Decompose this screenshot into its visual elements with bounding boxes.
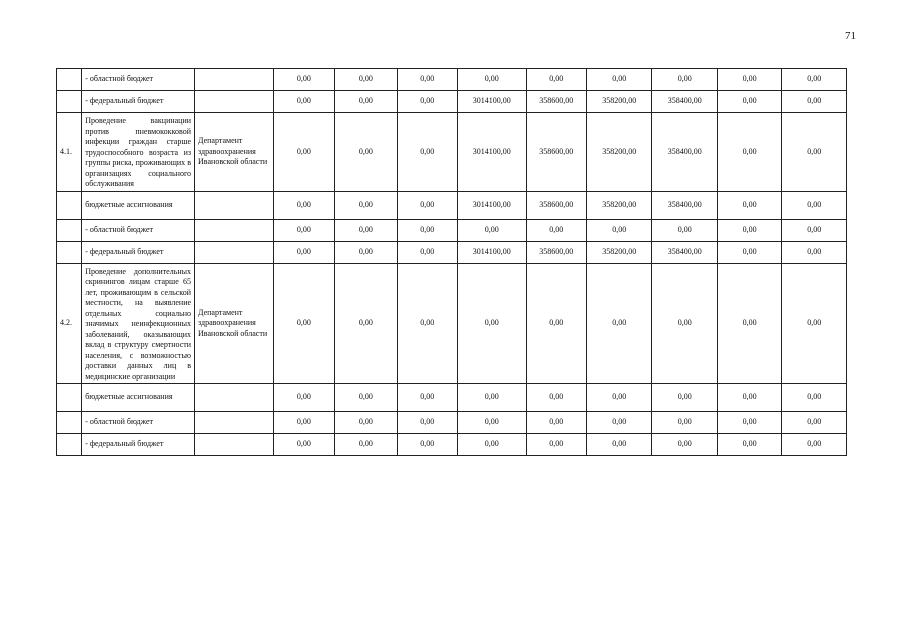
table-row [57, 191, 847, 219]
cell-amount: 3014100,00 [458, 113, 527, 192]
cell-amount: 0,00 [335, 241, 397, 263]
cell-amount: 3014100,00 [458, 241, 527, 263]
cell-item-name: - федеральный бюджет [82, 91, 195, 113]
cell-amount: 358600,00 [526, 91, 586, 113]
cell-amount: 0,00 [717, 219, 781, 241]
cell-amount: 0,00 [273, 113, 334, 192]
cell-amount: 0,00 [526, 434, 586, 456]
cell-amount: 0,00 [458, 412, 527, 434]
cell-amount: 0,00 [397, 91, 457, 113]
cell-amount: 0,00 [586, 219, 651, 241]
cell-item-number [57, 241, 82, 263]
cell-amount: 0,00 [335, 434, 397, 456]
cell-amount: 0,00 [586, 263, 651, 384]
cell-executor: Департамент здравоохранения Ивановской области [195, 263, 274, 384]
table-row [57, 412, 847, 434]
cell-amount: 358600,00 [526, 241, 586, 263]
cell-amount: 0,00 [717, 412, 781, 434]
cell-item-name: - федеральный бюджет [82, 241, 195, 263]
cell-amount: 0,00 [782, 91, 847, 113]
table-row [57, 263, 847, 384]
cell-amount: 0,00 [717, 384, 781, 412]
cell-amount: 0,00 [586, 434, 651, 456]
cell-amount: 0,00 [586, 384, 651, 412]
cell-amount: 0,00 [335, 113, 397, 192]
cell-amount: 0,00 [586, 412, 651, 434]
cell-amount: 0,00 [782, 384, 847, 412]
cell-amount: 0,00 [717, 434, 781, 456]
cell-amount: 0,00 [526, 263, 586, 384]
cell-amount: 358600,00 [526, 191, 586, 219]
cell-executor [195, 412, 274, 434]
cell-amount: 0,00 [273, 263, 334, 384]
cell-executor [195, 384, 274, 412]
cell-amount: 0,00 [458, 69, 527, 91]
cell-amount: 358400,00 [652, 113, 717, 192]
cell-amount: 0,00 [782, 263, 847, 384]
cell-amount: 0,00 [397, 263, 457, 384]
cell-amount: 0,00 [717, 91, 781, 113]
cell-amount: 0,00 [782, 434, 847, 456]
cell-executor [195, 219, 274, 241]
cell-item-number [57, 412, 82, 434]
cell-item-number [57, 434, 82, 456]
cell-amount: 0,00 [335, 219, 397, 241]
cell-amount: 0,00 [782, 113, 847, 192]
table-row [57, 384, 847, 412]
cell-amount: 0,00 [652, 69, 717, 91]
page-number: 71 [845, 30, 856, 42]
cell-item-number [57, 384, 82, 412]
cell-item-number [57, 69, 82, 91]
cell-amount: 0,00 [458, 219, 527, 241]
cell-executor: Департамент здравоохранения Ивановской области [195, 113, 274, 192]
cell-item-name: бюджетные ассигнования [82, 384, 195, 412]
cell-amount: 0,00 [397, 412, 457, 434]
cell-amount: 0,00 [782, 241, 847, 263]
cell-amount: 0,00 [782, 69, 847, 91]
cell-executor [195, 434, 274, 456]
cell-amount: 0,00 [652, 384, 717, 412]
cell-amount: 0,00 [526, 69, 586, 91]
cell-item-name: - областной бюджет [82, 412, 195, 434]
cell-amount: 0,00 [458, 384, 527, 412]
cell-amount: 358200,00 [586, 113, 651, 192]
cell-amount: 0,00 [273, 412, 334, 434]
cell-amount: 0,00 [397, 191, 457, 219]
cell-amount: 358200,00 [586, 91, 651, 113]
cell-item-number [57, 219, 82, 241]
cell-amount: 0,00 [586, 69, 651, 91]
cell-amount: 0,00 [717, 69, 781, 91]
cell-executor [195, 191, 274, 219]
cell-amount: 3014100,00 [458, 191, 527, 219]
cell-item-number: 4.2. [57, 263, 82, 384]
cell-amount: 0,00 [458, 263, 527, 384]
cell-amount: 0,00 [782, 191, 847, 219]
cell-amount: 0,00 [397, 113, 457, 192]
cell-amount: 0,00 [652, 412, 717, 434]
cell-amount: 0,00 [335, 263, 397, 384]
cell-item-number [57, 191, 82, 219]
table-row [57, 434, 847, 456]
cell-amount: 0,00 [397, 241, 457, 263]
cell-amount: 0,00 [782, 219, 847, 241]
cell-item-name: Проведение вакцинации против пневмококковой инфекции граждан старше трудоспособного возраста из группы риска, проживающих в организациях социального обслуживания [82, 113, 195, 192]
cell-amount: 0,00 [526, 384, 586, 412]
cell-item-name: Проведение дополнительных скринингов лицам старше 65 лет, проживающим в сельской местности, на выявление отдельных социально значимых неинфекционных заболеваний, оказывающих вклад в структуру смертности населения, с возможностью доставки данных лиц в медицинские организации [82, 263, 195, 384]
cell-amount: 0,00 [335, 412, 397, 434]
budget-table [56, 68, 847, 456]
cell-item-name: - областной бюджет [82, 69, 195, 91]
cell-amount: 0,00 [782, 412, 847, 434]
cell-amount: 0,00 [717, 191, 781, 219]
cell-amount: 0,00 [335, 191, 397, 219]
cell-item-number: 4.1. [57, 113, 82, 192]
cell-item-name: - областной бюджет [82, 219, 195, 241]
cell-amount: 0,00 [273, 69, 334, 91]
cell-amount: 0,00 [717, 241, 781, 263]
cell-executor [195, 69, 274, 91]
cell-amount: 358600,00 [526, 113, 586, 192]
cell-amount: 0,00 [397, 434, 457, 456]
cell-amount: 0,00 [335, 384, 397, 412]
table-row [57, 219, 847, 241]
cell-amount: 0,00 [397, 384, 457, 412]
cell-executor [195, 91, 274, 113]
cell-amount: 0,00 [652, 219, 717, 241]
cell-amount: 0,00 [717, 113, 781, 192]
cell-amount: 0,00 [397, 69, 457, 91]
cell-amount: 358400,00 [652, 241, 717, 263]
cell-amount: 0,00 [335, 69, 397, 91]
cell-amount: 3014100,00 [458, 91, 527, 113]
cell-amount: 0,00 [526, 412, 586, 434]
cell-amount: 0,00 [273, 434, 334, 456]
table-row [57, 91, 847, 113]
table-row [57, 113, 847, 192]
cell-amount: 358400,00 [652, 191, 717, 219]
cell-amount: 0,00 [335, 91, 397, 113]
cell-amount: 0,00 [273, 241, 334, 263]
table-row [57, 241, 847, 263]
cell-executor [195, 241, 274, 263]
cell-amount: 0,00 [273, 191, 334, 219]
cell-amount: 0,00 [717, 263, 781, 384]
cell-amount: 358200,00 [586, 241, 651, 263]
cell-item-name: бюджетные ассигнования [82, 191, 195, 219]
cell-amount: 0,00 [652, 263, 717, 384]
cell-amount: 0,00 [273, 91, 334, 113]
cell-amount: 358200,00 [586, 191, 651, 219]
cell-amount: 0,00 [458, 434, 527, 456]
cell-amount: 0,00 [526, 219, 586, 241]
cell-item-name: - федеральный бюджет [82, 434, 195, 456]
cell-amount: 0,00 [652, 434, 717, 456]
cell-amount: 0,00 [273, 219, 334, 241]
table-row [57, 69, 847, 91]
cell-amount: 358400,00 [652, 91, 717, 113]
cell-amount: 0,00 [273, 384, 334, 412]
cell-item-number [57, 91, 82, 113]
cell-amount: 0,00 [397, 219, 457, 241]
